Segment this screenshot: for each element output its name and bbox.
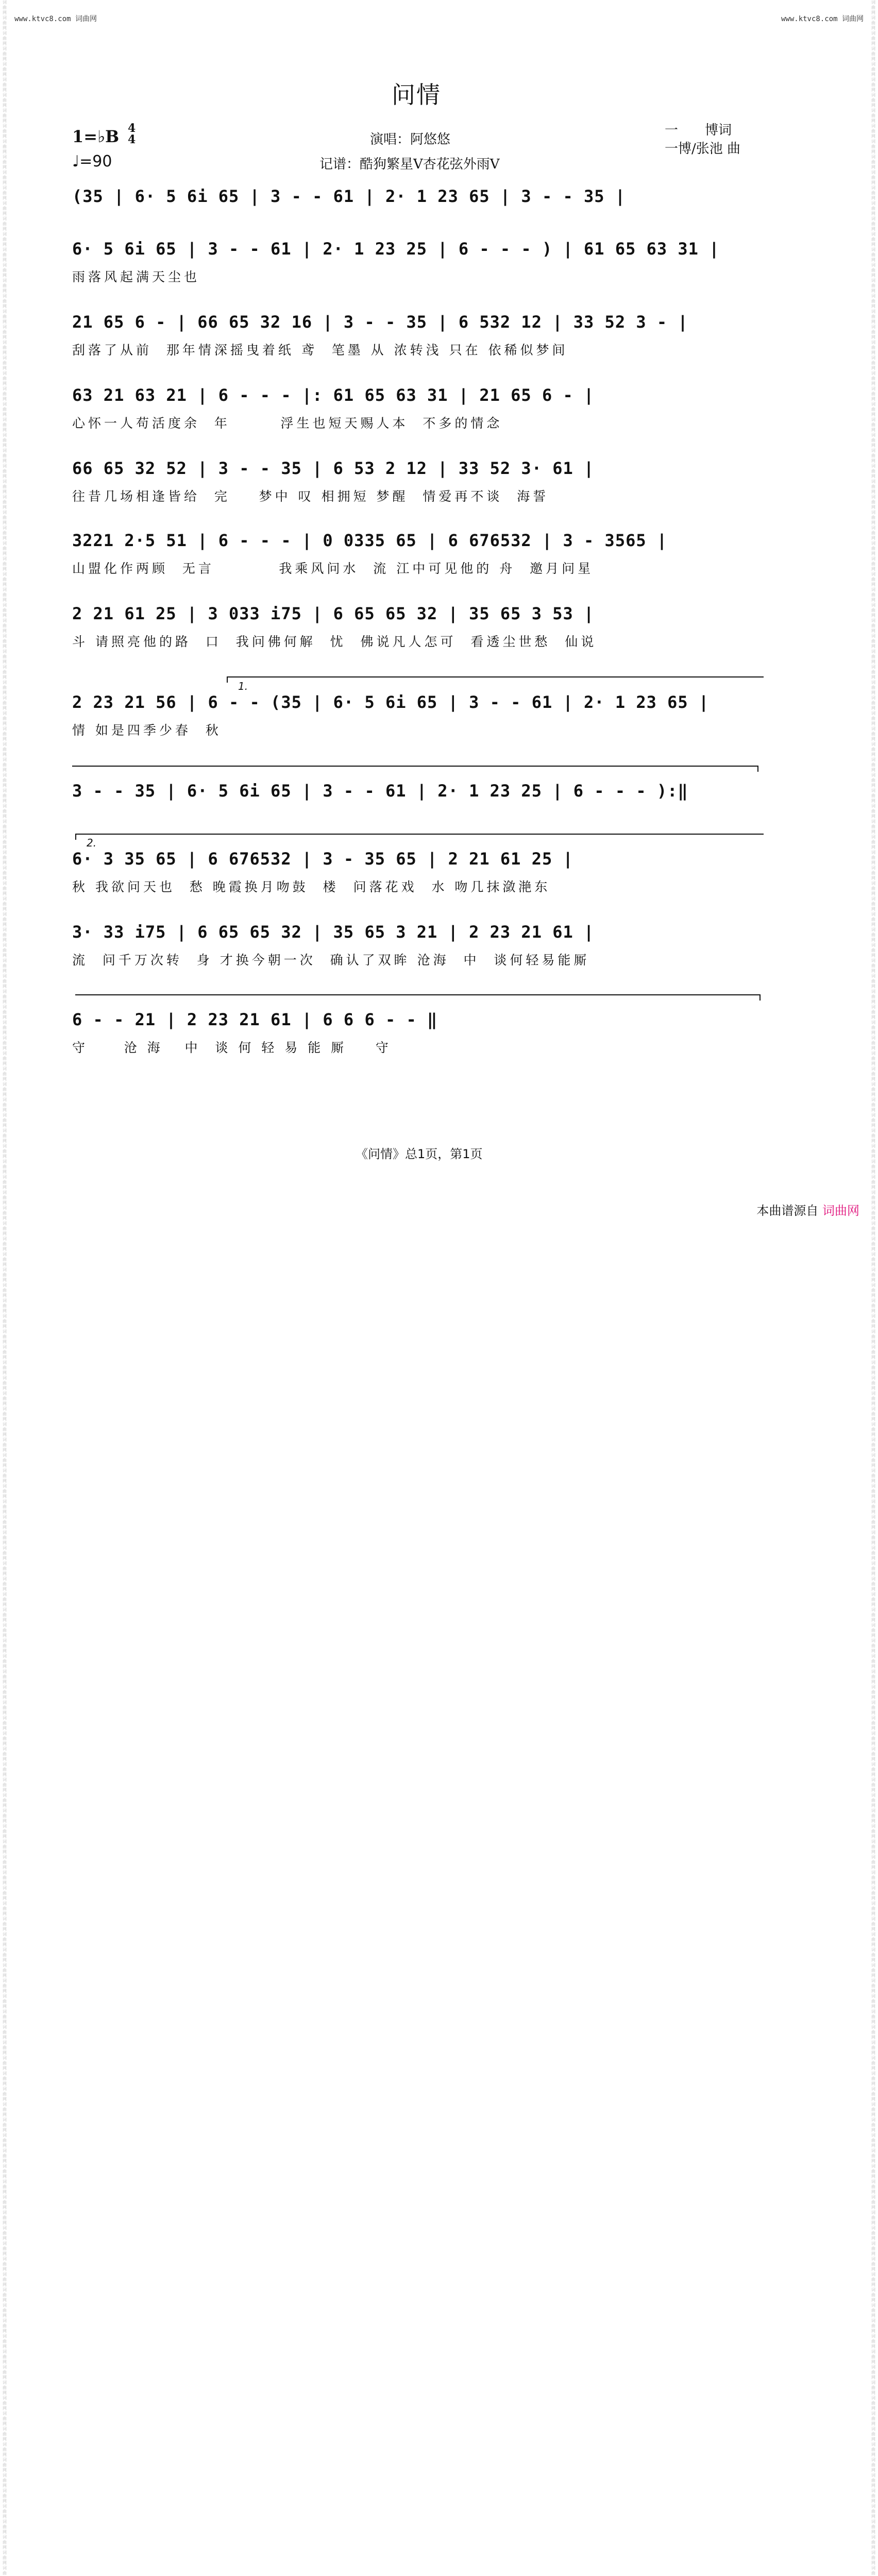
notation-line: 3221 2·5 51 | 6 - - - | 0 0335 65 | 6 676532 | 3 - 3565 | — [72, 531, 668, 550]
lyric-line: 往昔几场相逢皆给 完 梦中 叹 相拥短 梦醒 情爱再不谈 海誓 — [72, 489, 549, 504]
notation-line: 66 65 32 52 | 3 - - 35 | 6 53 2 12 | 33 52 3· 61 | — [72, 459, 595, 478]
singer-credit: 演唱：阿悠悠 — [370, 132, 451, 147]
notation-line: 2 23 21 56 | 6 - - (35 | 6· 5 6i 65 | 3 - - 61 | 2· 1 23 65 | — [72, 692, 710, 712]
key-signature: 1=♭B — [72, 127, 120, 146]
left-watermark-strip: 词曲网 词曲网 词曲网 词曲网 词曲网 词曲网 词曲网 词曲网 词曲网 词曲网 词曲网 词曲网 词曲网 词曲网 词曲网 词曲网 词曲网 词曲网 词曲网 词曲网 词曲网 词曲网 词曲网 词曲网 词曲网 词曲网 词曲网 词曲网 词曲网 词曲网 词曲网 词曲网 词曲网 词曲网 词曲网 词曲网 词曲网 词曲网 词曲网 词曲网 词曲网 词曲网 词曲网 词曲网 词曲网 词曲网 词曲网 词曲网 词曲网 词曲网 词曲网 词曲网 词曲网 词曲网 词曲网 词曲网 词曲网 词曲网 词曲网 词曲网 词曲网 词曲网 词曲网 词曲网 词曲网 词曲网 词曲网 词曲网 词曲网 词曲网 词曲网 词曲网 词曲网 词曲网 词曲网 词曲网 词曲网 词曲网 词曲网 词曲网 词曲网 词曲网 词曲网 词曲网 词曲网 词曲网 词曲网 词曲网 词曲网 词曲网 词曲网 词曲网 词曲网 词曲网 词曲网 词曲网 词曲网 词曲网 词曲网 词曲网 词曲网 词曲网 词曲网 词曲网 词曲网 词曲网 词曲网 词曲网 词曲网 词曲网 词曲网 词曲网 词曲网 词曲网 词曲网 词曲网 词曲网 词曲网 词曲网 词曲网 词曲网 词曲网 词曲网 词曲网 词曲网 词曲网 词曲网 词曲网 词曲网 词曲网 词曲网 词曲网 词曲网 词曲网 词曲网 词曲网 词曲网 词曲网 词曲网 词曲网 词曲网 词曲网 词曲网 词曲网 词曲网 词曲网 词曲网 词曲网 词曲网 词曲网 词曲网 词曲网 词曲网 词曲网 词曲网 词曲网 词曲网 词曲网 词曲网 词曲网 词曲网 词曲网 词曲网 词曲网 词曲网 词曲网 词曲 — [3, 0, 7, 2575]
notation-line: 3 - - 35 | 6· 5 6i 65 | 3 - - 61 | 2· 1 23 25 | 6 - - - ):‖ — [72, 781, 688, 801]
score-row — [72, 312, 763, 358]
score-row — [72, 692, 763, 738]
score-row — [72, 531, 763, 576]
header-left-watermark: www.ktvc8.com 词曲网 — [14, 15, 97, 23]
notation-line: 2 21 61 25 | 3 033 i75 | 6 65 65 32 | 35 65 3 53 | — [72, 604, 595, 623]
volta-2-bracket — [75, 834, 764, 840]
lyric-line: 心怀一人苟活度余 年 浮生也短天赐人本 不多的情念 — [72, 416, 503, 431]
notation-line: 6· 3 35 65 | 6 676532 | 3 - 35 65 | 2 21 61 25 | — [72, 849, 573, 869]
notation-line: 6· 5 6i 65 | 3 - - 61 | 2· 1 23 25 | 6 - - - ) | 61 65 63 31 | — [72, 239, 720, 259]
tempo-marking: ♩=90 — [72, 152, 112, 171]
lyric-line: 斗 请照亮他的路 口 我问佛何解 忧 佛说凡人怎可 看透尘世愁 仙说 — [72, 634, 597, 649]
page-footer: 《问情》总1页，第1页 — [356, 1147, 483, 1161]
score-row — [72, 239, 763, 284]
source-credit — [756, 1200, 859, 1218]
score-row — [72, 1010, 763, 1055]
volta-1-bracket — [227, 676, 764, 683]
volta-1-label: 1. — [238, 680, 248, 692]
composer-credit: 一博/张池 曲 — [665, 141, 741, 157]
lyric-line: 流 问千万次转 身 才换今朝一次 确认了双眸 沧海 中 谈何轻易能厮 — [72, 953, 590, 968]
score-row — [72, 459, 763, 504]
lyric-line: 雨落风起满天尘也 — [72, 269, 200, 284]
source-brand: 词曲网 — [822, 1204, 859, 1218]
right-watermark-strip: 词曲网 词曲网 词曲网 词曲网 词曲网 词曲网 词曲网 词曲网 词曲网 词曲网 词曲网 词曲网 词曲网 词曲网 词曲网 词曲网 词曲网 词曲网 词曲网 词曲网 词曲网 词曲网 词曲网 词曲网 词曲网 词曲网 词曲网 词曲网 词曲网 词曲网 词曲网 词曲网 词曲网 词曲网 词曲网 词曲网 词曲网 词曲网 词曲网 词曲网 词曲网 词曲网 词曲网 词曲网 词曲网 词曲网 词曲网 词曲网 词曲网 词曲网 词曲网 词曲网 词曲网 词曲网 词曲网 词曲网 词曲网 词曲网 词曲网 词曲网 词曲网 词曲网 词曲网 词曲网 词曲网 词曲网 词曲网 词曲网 词曲网 词曲网 词曲网 词曲网 词曲网 词曲网 词曲网 词曲网 词曲网 词曲网 词曲网 词曲网 词曲网 词曲网 词曲网 词曲网 词曲网 词曲网 词曲网 词曲网 词曲网 词曲网 词曲网 词曲网 词曲网 词曲网 词曲网 词曲网 词曲网 词曲网 词曲网 词曲网 词曲网 词曲网 词曲网 词曲网 词曲网 词曲网 词曲网 词曲网 词曲网 词曲网 词曲网 词曲网 词曲网 词曲网 词曲网 词曲网 词曲网 词曲网 词曲网 词曲网 词曲网 词曲网 词曲网 词曲网 词曲网 词曲网 词曲网 词曲网 词曲网 词曲网 词曲网 词曲网 词曲网 词曲网 词曲网 词曲网 词曲网 词曲网 词曲网 词曲网 词曲网 词曲网 词曲网 词曲网 词曲网 词曲网 词曲网 词曲网 词曲网 词曲网 词曲网 词曲网 词曲网 词曲网 词曲网 词曲网 词曲网 词曲网 词曲网 词曲网 词曲网 词曲网 词曲网 词曲网 词曲网 词曲网 词曲 — [871, 0, 875, 2575]
lyricist-credit: 一 博词 — [665, 123, 732, 138]
volta-2-label: 2. — [87, 837, 97, 849]
lyric-line: 山盟化作两顾 无言 我乘风问水 流 江中可见他的 舟 邀月问星 — [72, 561, 594, 576]
transcriber-credit: 记谱：酷狗繁星V杏花弦外雨V — [319, 157, 500, 172]
source-prefix: 本曲谱源自 — [756, 1204, 819, 1218]
notation-line: 21 65 6 - | 66 65 32 16 | 3 - - 35 | 6 532 12 | 33 52 3 - | — [72, 312, 688, 332]
score-row — [72, 385, 763, 431]
notation-line: 3· 33 i75 | 6 65 65 32 | 35 65 3 21 | 2 23 21 61 | — [72, 922, 595, 942]
ending-bracket — [75, 994, 761, 1001]
score-row — [72, 187, 763, 228]
song-title: 问情 — [392, 81, 441, 109]
notation-line: 6 - - 21 | 2 23 21 61 | 6 6 6 - - ‖ — [72, 1010, 438, 1029]
time-signature: 4 4 — [128, 122, 136, 146]
lyric-line: 守 沧 海 中 谈 何 轻 易 能 厮 守 — [72, 1040, 392, 1055]
lyric-line: 秋 我欲问天也 愁 晚霞换月吻鼓 楼 问落花戏 水 吻几抹潋滟东 — [72, 879, 551, 894]
score-row — [72, 604, 763, 649]
score-row — [72, 849, 763, 894]
volta-1-bracket-continued — [72, 766, 758, 772]
score-row — [72, 781, 763, 822]
notation-line: 63 21 63 21 | 6 - - - |: 61 65 63 31 | 21 65 6 - | — [72, 385, 595, 405]
score-row — [72, 922, 763, 968]
header-right-watermark: www.ktvc8.com 词曲网 — [781, 15, 864, 23]
notation-line: (35 | 6· 5 6i 65 | 3 - - 61 | 2· 1 23 65 | 3 - - 35 | — [72, 187, 626, 206]
lyric-line: 刮落了从前 那年情深摇曳着纸 鸢 笔墨 从 浓转浅 只在 依稀似梦间 — [72, 343, 568, 358]
lyric-line: 情 如是四季少春 秋 — [72, 723, 222, 738]
